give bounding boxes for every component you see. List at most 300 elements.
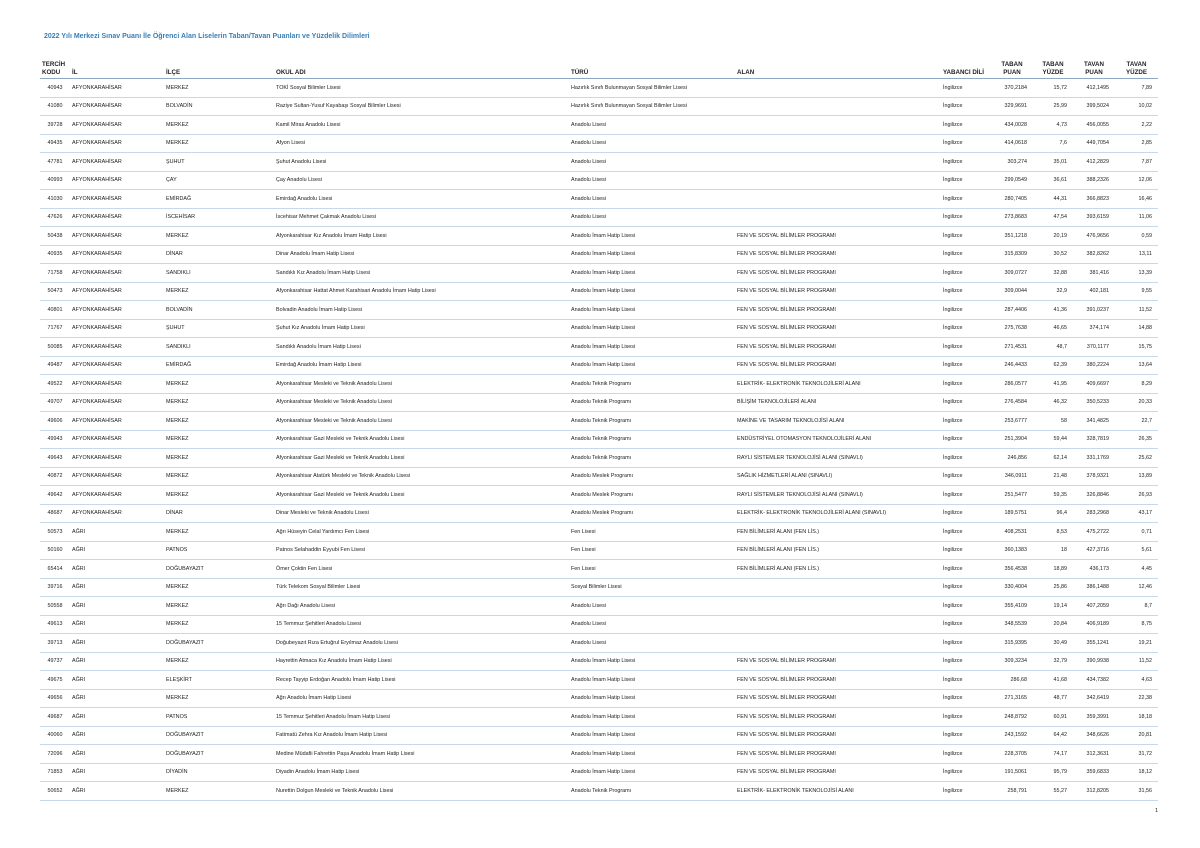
cell-tur: Anadolu Lisesi [569,171,735,190]
cell-il: AFYONKARAHİSAR [70,97,164,116]
table-row [40,171,1158,190]
cell-tur: Anadolu Lisesi [569,153,735,172]
cell-tur: Anadolu Teknik Programı [569,430,735,449]
cell-taban-puan: 330,4004 [991,578,1033,597]
cell-tur: Anadolu İmam Hatip Lisesi [569,652,735,671]
cell-taban-yuzde: 60,91 [1033,708,1073,727]
cell-tavan-puan: 412,2829 [1073,153,1115,172]
cell-ilce: MERKEZ [164,375,274,394]
cell-dil: İngilizce [941,153,991,172]
cell-okul: Sandıklı Kız Anadolu İmam Hatip Lisesi [274,264,569,283]
table-row [40,763,1158,782]
cell-tur: Anadolu Meslek Programı [569,486,735,505]
cell-il: AĞRI [70,708,164,727]
cell-okul: Afyonkarahisar Hattat Ahmet Karahisari Anadolu İmam Hatip Lisesi [274,282,569,301]
cell-alan: FEN VE SOSYAL BİLİMLER PROGRAMI [735,652,941,671]
cell-dil: İngilizce [941,190,991,209]
cell-il: AFYONKARAHİSAR [70,375,164,394]
cell-tavan-yuzde: 15,75 [1115,338,1158,357]
cell-tavan-yuzde: 9,55 [1115,282,1158,301]
cell-kod: 50573 [40,523,70,542]
cell-tur: Anadolu İmam Hatip Lisesi [569,708,735,727]
cell-dil: İngilizce [941,301,991,320]
cell-dil: İngilizce [941,615,991,634]
cell-okul: Ağrı Anadolu İmam Hatip Lisesi [274,689,569,708]
cell-taban-yuzde: 18,89 [1033,560,1073,579]
cell-il: AĞRI [70,615,164,634]
cell-okul: Hayrettin Atmaca Kız Anadolu İmam Hatip Lisesi [274,652,569,671]
cell-okul: Diyadin Anadolu İmam Hatip Lisesi [274,763,569,782]
header-okul: OKUL ADI [274,54,569,79]
table-row [40,153,1158,172]
cell-alan: ENDÜSTRİYEL OTOMASYON TEKNOLOJİLERİ ALANI [735,430,941,449]
cell-okul: Bolvadin Anadolu İmam Hatip Lisesi [274,301,569,320]
cell-taban-puan: 315,8309 [991,245,1033,264]
cell-tavan-yuzde: 19,21 [1115,634,1158,653]
cell-dil: İngilizce [941,375,991,394]
cell-alan: ELEKTRİK- ELEKTRONİK TEKNOLOJİSİ ALANI [735,782,941,801]
cell-tavan-puan: 427,3716 [1073,541,1115,560]
cell-alan [735,79,941,98]
table-row [40,578,1158,597]
cell-kod: 39728 [40,116,70,135]
cell-alan: FEN VE SOSYAL BİLİMLER PROGRAMI [735,671,941,690]
cell-il: AFYONKARAHİSAR [70,264,164,283]
cell-kod: 49522 [40,375,70,394]
cell-tur: Hazırlık Sınıfı Bulunmayan Sosyal Bilimler Lisesi [569,97,735,116]
cell-taban-yuzde: 4,73 [1033,116,1073,135]
cell-taban-yuzde: 41,68 [1033,671,1073,690]
cell-tavan-yuzde: 0,71 [1115,523,1158,542]
cell-tur: Anadolu İmam Hatip Lisesi [569,227,735,246]
cell-ilce: MERKEZ [164,79,274,98]
cell-taban-yuzde: 44,31 [1033,190,1073,209]
cell-il: AĞRI [70,597,164,616]
cell-tavan-yuzde: 18,12 [1115,763,1158,782]
cell-taban-puan: 329,9691 [991,97,1033,116]
cell-dil: İngilizce [941,486,991,505]
cell-il: AFYONKARAHİSAR [70,116,164,135]
cell-dil: İngilizce [941,282,991,301]
cell-tur: Anadolu Teknik Programı [569,782,735,801]
table-row [40,652,1158,671]
cell-alan: FEN VE SOSYAL BİLİMLER PROGRAMI [735,301,941,320]
cell-kod: 49737 [40,652,70,671]
cell-taban-puan: 414,0618 [991,134,1033,153]
cell-il: AFYONKARAHİSAR [70,134,164,153]
cell-il: AFYONKARAHİSAR [70,79,164,98]
cell-tavan-yuzde: 16,46 [1115,190,1158,209]
table-row [40,301,1158,320]
header-il: İL [70,54,164,79]
cell-tavan-yuzde: 13,89 [1115,467,1158,486]
table-header-row [40,54,1158,79]
cell-tavan-yuzde: 7,89 [1115,79,1158,98]
cell-taban-yuzde: 20,19 [1033,227,1073,246]
cell-taban-puan: 309,3234 [991,652,1033,671]
cell-alan [735,615,941,634]
cell-taban-puan: 286,0577 [991,375,1033,394]
cell-kod: 50085 [40,338,70,357]
cell-dil: İngilizce [941,356,991,375]
cell-alan [735,153,941,172]
cell-il: AĞRI [70,578,164,597]
cell-kod: 49656 [40,689,70,708]
cell-kod: 71853 [40,763,70,782]
cell-tavan-yuzde: 20,33 [1115,393,1158,412]
cell-tavan-puan: 359,3991 [1073,708,1115,727]
cell-kod: 49707 [40,393,70,412]
cell-kod: 72096 [40,745,70,764]
table-row [40,689,1158,708]
cell-kod: 40060 [40,726,70,745]
cell-ilce: MERKEZ [164,523,274,542]
cell-kod: 40943 [40,79,70,98]
cell-il: AFYONKARAHİSAR [70,430,164,449]
cell-ilce: ELEŞKİRT [164,671,274,690]
cell-taban-puan: 276,4584 [991,393,1033,412]
cell-taban-puan: 251,3904 [991,430,1033,449]
cell-taban-yuzde: 41,95 [1033,375,1073,394]
cell-ilce: MERKEZ [164,486,274,505]
cell-il: AĞRI [70,560,164,579]
cell-il: AĞRI [70,763,164,782]
cell-alan: RAYLI SİSTEMLER TEKNOLOJİSİ ALANI (SINAVLI) [735,449,941,468]
table-row [40,430,1158,449]
cell-taban-puan: 370,2184 [991,79,1033,98]
cell-taban-puan: 280,7405 [991,190,1033,209]
cell-ilce: DİYADİN [164,763,274,782]
cell-tavan-yuzde: 4,45 [1115,560,1158,579]
cell-dil: İngilizce [941,523,991,542]
cell-ilce: ŞUHUT [164,153,274,172]
cell-tavan-puan: 328,7819 [1073,430,1115,449]
cell-tur: Anadolu Teknik Programı [569,412,735,431]
cell-okul: Şuhut Kız Anadolu İmam Hatip Lisesi [274,319,569,338]
cell-ilce: MERKEZ [164,227,274,246]
cell-taban-yuzde: 55,27 [1033,782,1073,801]
cell-dil: İngilizce [941,79,991,98]
cell-taban-puan: 309,0044 [991,282,1033,301]
cell-tur: Anadolu İmam Hatip Lisesi [569,301,735,320]
cell-il: AĞRI [70,745,164,764]
cell-kod: 47626 [40,208,70,227]
cell-tavan-puan: 366,8823 [1073,190,1115,209]
table-row [40,319,1158,338]
cell-tur: Sosyal Bilimler Lisesi [569,578,735,597]
cell-alan [735,597,941,616]
cell-kod: 48687 [40,504,70,523]
cell-tavan-yuzde: 31,72 [1115,745,1158,764]
cell-okul: Fatimatü Zehra Kız Anadolu İmam Hatip Lisesi [274,726,569,745]
cell-tur: Hazırlık Sınıfı Bulunmayan Sosyal Bilimler Lisesi [569,79,735,98]
cell-dil: İngilizce [941,560,991,579]
cell-kod: 50438 [40,227,70,246]
cell-tur: Anadolu Teknik Programı [569,449,735,468]
cell-tur: Anadolu İmam Hatip Lisesi [569,356,735,375]
cell-okul: Emirdağ Anadolu İmam Hatip Lisesi [274,356,569,375]
scores-table [40,54,1158,801]
cell-tur: Anadolu Lisesi [569,208,735,227]
cell-taban-yuzde: 32,88 [1033,264,1073,283]
cell-okul: Şuhut Anadolu Lisesi [274,153,569,172]
cell-tavan-puan: 331,1769 [1073,449,1115,468]
cell-tavan-yuzde: 13,64 [1115,356,1158,375]
cell-tavan-puan: 381,416 [1073,264,1115,283]
cell-taban-puan: 271,3165 [991,689,1033,708]
cell-ilce: PATNOS [164,541,274,560]
table-row [40,393,1158,412]
cell-tur: Anadolu Lisesi [569,116,735,135]
table-row [40,541,1158,560]
cell-taban-yuzde: 41,36 [1033,301,1073,320]
cell-taban-puan: 251,5477 [991,486,1033,505]
cell-kod: 41030 [40,190,70,209]
cell-taban-yuzde: 15,72 [1033,79,1073,98]
cell-dil: İngilizce [941,134,991,153]
cell-okul: Afyonkarahisar Atatürk Mesleki ve Teknik Anadolu Lisesi [274,467,569,486]
table-row [40,523,1158,542]
cell-alan: FEN VE SOSYAL BİLİMLER PROGRAMI [735,264,941,283]
cell-tavan-puan: 380,2224 [1073,356,1115,375]
cell-dil: İngilizce [941,264,991,283]
table-row [40,264,1158,283]
cell-ilce: BOLVADİN [164,301,274,320]
cell-taban-puan: 299,0549 [991,171,1033,190]
cell-tavan-puan: 475,2722 [1073,523,1115,542]
cell-okul: Afyonkarahisar Mesleki ve Teknik Anadolu Lisesi [274,393,569,412]
cell-alan: FEN VE SOSYAL BİLİMLER PROGRAMI [735,338,941,357]
cell-alan: MAKİNE VE TASARIM TEKNOLOJİSİ ALANI [735,412,941,431]
cell-il: AFYONKARAHİSAR [70,190,164,209]
cell-kod: 49943 [40,430,70,449]
cell-ilce: MERKEZ [164,597,274,616]
cell-taban-puan: 348,5539 [991,615,1033,634]
cell-alan: FEN BİLİMLERİ ALANI (FEN LİS.) [735,541,941,560]
cell-kod: 65414 [40,560,70,579]
cell-alan [735,97,941,116]
cell-tavan-yuzde: 7,87 [1115,153,1158,172]
cell-dil: İngilizce [941,467,991,486]
cell-ilce: MERKEZ [164,578,274,597]
cell-tavan-puan: 406,9189 [1073,615,1115,634]
cell-ilce: SANDIKLI [164,338,274,357]
cell-okul: Afyonkarahisar Kız Anadolu İmam Hatip Lisesi [274,227,569,246]
cell-kod: 71767 [40,319,70,338]
cell-tur: Anadolu İmam Hatip Lisesi [569,763,735,782]
cell-tavan-yuzde: 8,29 [1115,375,1158,394]
cell-il: AĞRI [70,652,164,671]
cell-tavan-yuzde: 31,56 [1115,782,1158,801]
cell-il: AĞRI [70,634,164,653]
table-row [40,726,1158,745]
cell-taban-yuzde: 58 [1033,412,1073,431]
cell-ilce: MERKEZ [164,449,274,468]
cell-taban-puan: 287,4406 [991,301,1033,320]
cell-dil: İngilizce [941,541,991,560]
cell-ilce: DİNAR [164,245,274,264]
cell-ilce: MERKEZ [164,782,274,801]
cell-tavan-yuzde: 10,02 [1115,97,1158,116]
cell-il: AFYONKARAHİSAR [70,319,164,338]
cell-kod: 49435 [40,134,70,153]
cell-tur: Fen Lisesi [569,523,735,542]
cell-taban-puan: 434,0028 [991,116,1033,135]
cell-taban-puan: 271,4531 [991,338,1033,357]
table-row [40,356,1158,375]
cell-kod: 49606 [40,412,70,431]
cell-il: AĞRI [70,541,164,560]
cell-tur: Anadolu Lisesi [569,615,735,634]
cell-tavan-yuzde: 25,62 [1115,449,1158,468]
cell-tur: Anadolu İmam Hatip Lisesi [569,282,735,301]
cell-taban-puan: 355,4109 [991,597,1033,616]
table-row [40,504,1158,523]
cell-kod: 50160 [40,541,70,560]
cell-tavan-yuzde: 0,59 [1115,227,1158,246]
cell-okul: Patnos Selahaddin Eyyubi Fen Lisesi [274,541,569,560]
cell-tavan-puan: 370,1177 [1073,338,1115,357]
cell-taban-puan: 228,3705 [991,745,1033,764]
cell-ilce: ÇAY [164,171,274,190]
cell-tavan-yuzde: 18,18 [1115,708,1158,727]
cell-tur: Anadolu İmam Hatip Lisesi [569,671,735,690]
cell-tavan-puan: 350,5233 [1073,393,1115,412]
cell-il: AFYONKARAHİSAR [70,227,164,246]
cell-taban-yuzde: 46,32 [1033,393,1073,412]
cell-taban-puan: 248,8792 [991,708,1033,727]
cell-ilce: PATNOS [164,708,274,727]
cell-dil: İngilizce [941,782,991,801]
cell-taban-yuzde: 62,14 [1033,449,1073,468]
cell-taban-puan: 286,68 [991,671,1033,690]
cell-ilce: DİNAR [164,504,274,523]
cell-alan: FEN VE SOSYAL BİLİMLER PROGRAMI [735,356,941,375]
header-alan: ALAN [735,54,941,79]
cell-alan: FEN BİLİMLERİ ALANI (FEN LİS.) [735,523,941,542]
cell-okul: Çay Anadolu Lisesi [274,171,569,190]
cell-il: AĞRI [70,671,164,690]
cell-tavan-puan: 378,9321 [1073,467,1115,486]
cell-taban-yuzde: 59,35 [1033,486,1073,505]
cell-tavan-yuzde: 26,93 [1115,486,1158,505]
table-row [40,560,1158,579]
cell-tavan-puan: 348,6626 [1073,726,1115,745]
cell-alan: FEN VE SOSYAL BİLİMLER PROGRAMI [735,319,941,338]
cell-dil: İngilizce [941,745,991,764]
table-row [40,227,1158,246]
cell-dil: İngilizce [941,597,991,616]
cell-tavan-puan: 399,5024 [1073,97,1115,116]
cell-taban-puan: 273,8683 [991,208,1033,227]
header-tavan-puan: TAVAN PUAN [1073,54,1115,79]
table-row [40,486,1158,505]
cell-alan: FEN VE SOSYAL BİLİMLER PROGRAMI [735,245,941,264]
cell-kod: 71758 [40,264,70,283]
cell-tavan-puan: 449,7054 [1073,134,1115,153]
cell-kod: 40935 [40,245,70,264]
header-ilce: İLÇE [164,54,274,79]
cell-ilce: MERKEZ [164,116,274,135]
cell-taban-yuzde: 7,6 [1033,134,1073,153]
cell-kod: 40872 [40,467,70,486]
cell-taban-puan: 303,274 [991,153,1033,172]
cell-il: AĞRI [70,782,164,801]
cell-tavan-puan: 412,1495 [1073,79,1115,98]
cell-tavan-puan: 434,7382 [1073,671,1115,690]
cell-il: AFYONKARAHİSAR [70,153,164,172]
table-row [40,597,1158,616]
cell-kod: 39713 [40,634,70,653]
cell-dil: İngilizce [941,708,991,727]
cell-tavan-yuzde: 8,7 [1115,597,1158,616]
cell-tur: Anadolu Teknik Programı [569,393,735,412]
cell-il: AFYONKARAHİSAR [70,449,164,468]
cell-il: AĞRI [70,523,164,542]
cell-taban-yuzde: 32,79 [1033,652,1073,671]
cell-dil: İngilizce [941,726,991,745]
cell-taban-yuzde: 47,54 [1033,208,1073,227]
cell-taban-yuzde: 64,42 [1033,726,1073,745]
cell-alan: FEN VE SOSYAL BİLİMLER PROGRAMI [735,708,941,727]
table-row [40,782,1158,801]
cell-okul: Dinar Anadolu İmam Hatip Lisesi [274,245,569,264]
cell-tavan-yuzde: 26,35 [1115,430,1158,449]
cell-taban-puan: 315,9395 [991,634,1033,653]
cell-dil: İngilizce [941,449,991,468]
cell-taban-yuzde: 30,52 [1033,245,1073,264]
cell-tavan-puan: 390,9938 [1073,652,1115,671]
cell-taban-puan: 243,1592 [991,726,1033,745]
table-row [40,467,1158,486]
cell-alan: ELEKTRİK- ELEKTRONİK TEKNOLOJİLERİ ALANI [735,375,941,394]
cell-taban-puan: 360,1383 [991,541,1033,560]
cell-kod: 40801 [40,301,70,320]
cell-alan: FEN VE SOSYAL BİLİMLER PROGRAMI [735,745,941,764]
cell-dil: İngilizce [941,208,991,227]
cell-tur: Anadolu İmam Hatip Lisesi [569,319,735,338]
cell-tur: Fen Lisesi [569,560,735,579]
cell-il: AFYONKARAHİSAR [70,467,164,486]
header-kod: TERCİH KODU [40,54,70,79]
cell-tavan-yuzde: 22,38 [1115,689,1158,708]
cell-dil: İngilizce [941,319,991,338]
cell-il: AFYONKARAHİSAR [70,486,164,505]
cell-tavan-puan: 341,4825 [1073,412,1115,431]
cell-ilce: EMİRDAĞ [164,356,274,375]
cell-dil: İngilizce [941,116,991,135]
cell-alan [735,116,941,135]
cell-okul: Doğubeyazıt Rıza Ertuğrul Eryılmaz Anadolu Lisesi [274,634,569,653]
cell-taban-puan: 351,1218 [991,227,1033,246]
cell-okul: TOKİ Sosyal Bilimler Lisesi [274,79,569,98]
cell-tur: Anadolu Lisesi [569,190,735,209]
header-tavan-yuzde: TAVAN YÜZDE [1115,54,1158,79]
cell-okul: Türk Telekom Sosyal Bilimler Lisesi [274,578,569,597]
cell-ilce: BOLVADİN [164,97,274,116]
table-row [40,245,1158,264]
table-row [40,116,1158,135]
table-row [40,708,1158,727]
cell-dil: İngilizce [941,652,991,671]
cell-ilce: MERKEZ [164,652,274,671]
table-row [40,134,1158,153]
cell-okul: Dinar Mesleki ve Teknik Anadolu Lisesi [274,504,569,523]
cell-ilce: DOĞUBAYAZIT [164,726,274,745]
cell-alan: FEN BİLİMLERİ ALANI (FEN LİS.) [735,560,941,579]
cell-ilce: MERKEZ [164,134,274,153]
cell-taban-yuzde: 19,14 [1033,597,1073,616]
